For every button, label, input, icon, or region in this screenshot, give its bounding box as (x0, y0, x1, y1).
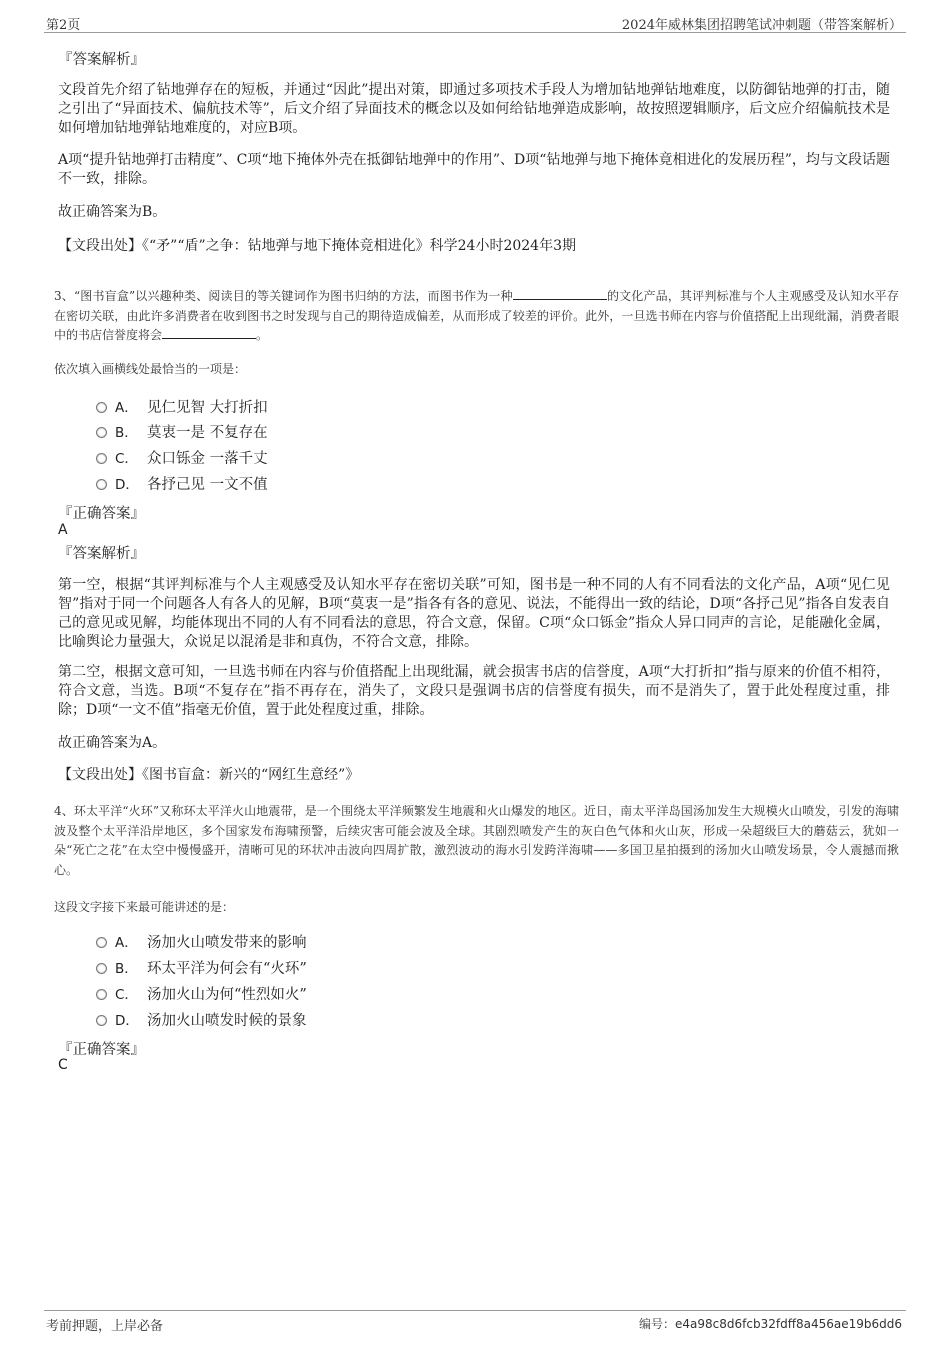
q2-analysis-p1: 文段首先介绍了钻地弹存在的短板，并通过“因此”提出对策，即通过多项技术手段人为增加钻地弹钻地难度，以防御钻地弹的打击，随之引出了“异面技术、偏航技术等”，后文介绍了异面技术的概念以及如何给钻地弹造成影响，故按照逻辑顺序，后文应介绍偏航技术是如何增加钻地弹钻地难度的，对应B项。 (58, 82, 890, 136)
option-text: 汤加火山喷发带来的影响 (147, 935, 307, 951)
radio-icon[interactable] (96, 1015, 107, 1026)
option-text: 汤加火山喷发时候的景象 (147, 1013, 307, 1029)
q3-blank-2 (162, 326, 256, 339)
q3-analysis-p3: 故正确答案为A。 (58, 735, 167, 751)
q3-blank-1 (513, 287, 607, 300)
radio-icon[interactable] (96, 402, 107, 413)
option-text: 各抒己见 一文不值 (147, 477, 268, 493)
option-letter: B． (115, 425, 138, 441)
q3-stem-part2: 的文化产品，其评判标准与个人主观感受及认知水平存在密切关联，由此许多消费者在收到图书之时发现与自己的期待造成偏差，从而形成了较差的评价。此外，一旦选书师在内容与价值搭配上出现纰漏，消费者眼中的书店信誉度将会 (54, 289, 899, 342)
page-footer (44, 1310, 906, 1334)
option-text: 汤加火山为何“性烈如火” (147, 987, 307, 1003)
q3-analysis-p2: 第二空，根据文意可知，一旦选书师在内容与价值搭配上出现纰漏，就会损害书店的信誉度，A项“大打折扣”指与原来的价值不相符，符合文意，当选。B项“不复存在”指不再存在，消失了，文段只是强调书店的信誉度有损失，而不是消失了，置于此处程度过重，排除；D项“一文不值”指毫无价值，置于此处程度过重，排除。 (58, 664, 890, 718)
q4-option-a[interactable] (96, 931, 307, 953)
q4-stem: 4、环太平洋“火环”又称环太平洋火山地震带，是一个围绕太平洋频繁发生地震和火山爆发的地区。近日，南太平洋岛国汤加发生大规模火山喷发，引发的海啸波及整个太平洋沿岸地区，多个国家发布海啸预警，后续灾害可能会波及全球。其剧烈喷发产生的灰白色气体和火山灰，形成一朵超级巨大的蘑菇云，犹如一朵“死亡之花”在太空中慢慢盛开，清晰可见的环状冲击波向四周扩散，激烈波动的海水引发跨洋海啸——多国卫星拍摄到的汤加火山喷发场景，令人震撼而揪心。 (54, 804, 899, 877)
option-letter: A． (115, 400, 138, 416)
q3-answer: A (58, 522, 68, 538)
q2-analysis-label: 『答案解析』 (58, 52, 145, 68)
q3-option-d[interactable] (96, 473, 268, 495)
option-letter: C． (115, 987, 138, 1003)
radio-icon[interactable] (96, 937, 107, 948)
footer-slogan: 考前押题，上岸必备 (46, 1319, 164, 1334)
q3-answer-label: 『正确答案』 (58, 506, 145, 522)
option-letter: B． (115, 961, 138, 977)
q4-option-b[interactable] (96, 957, 307, 979)
q4-option-c[interactable] (96, 983, 307, 1005)
option-text: 众口铄金 一落千丈 (147, 451, 268, 467)
q3-option-b[interactable] (96, 421, 268, 443)
q4-prompt: 这段文字接下来最可能讲述的是： (54, 900, 235, 914)
radio-icon[interactable] (96, 963, 107, 974)
q3-stem-part1: 3、“图书盲盒”以兴趣种类、阅读目的等关键词作为图书归纳的方法，而图书作为一种 (54, 289, 513, 303)
q3-analysis-label: 『答案解析』 (58, 546, 145, 562)
q3-stem-part3: 。 (256, 328, 269, 342)
page-header (44, 14, 906, 33)
q4-answer: C (58, 1057, 68, 1073)
option-text: 莫衷一是 不复存在 (147, 425, 268, 441)
q2-source: 【文段出处】《“矛”“盾”之争：钻地弹与地下掩体竞相进化》科学24小时2024年3期 (58, 238, 576, 254)
option-letter: C． (115, 451, 138, 467)
document-code: 编号：e4a98c8d6fcb32fdff8a456ae19b6dd6 (639, 1317, 902, 1331)
q3-stem (54, 287, 899, 346)
option-letter: D． (115, 1013, 139, 1029)
radio-icon[interactable] (96, 479, 107, 490)
q3-option-a[interactable] (96, 396, 268, 418)
option-letter: D． (115, 477, 139, 493)
q3-analysis-p1: 第一空，根据“其评判标准与个人主观感受及认知水平存在密切关联”可知，图书是一种不同的人有不同看法的文化产品，A项“见仁见智”指对于同一个问题各人有各人的见解，B项“莫衷一是”指各有各的意见、说法，不能得出一致的结论，D项“各抒己见”指各自发表自己的意见或见解，均能体现出不同的人有不同看法的意思，符合文意，保留。C项“众口铄金”指众人异口同声的言论，足能融化金属，比喻舆论力量强大，众说足以混淆是非和真伪，不符合文意，排除。 (58, 577, 890, 650)
radio-icon[interactable] (96, 989, 107, 1000)
q4-option-d[interactable] (96, 1009, 307, 1031)
radio-icon[interactable] (96, 427, 107, 438)
q4-answer-label: 『正确答案』 (58, 1042, 145, 1058)
q3-option-c[interactable] (96, 447, 268, 469)
q3-source: 【文段出处】《图书盲盒：新兴的“网红生意经”》 (58, 767, 360, 783)
q2-analysis-p3: 故正确答案为B。 (58, 204, 167, 220)
q3-prompt: 依次填入画横线处最恰当的一项是： (54, 362, 247, 376)
document-title: 2024年威林集团招聘笔试冲刺题（带答案解析） (621, 18, 902, 33)
q2-analysis-p2: A项“提升钻地弹打击精度”、C项“地下掩体外壳在抵御钻地弹中的作用”、D项“钻地弹与地下掩体竟相进化的发展历程”，均与文段话题不一致，排除。 (58, 152, 890, 187)
radio-icon[interactable] (96, 453, 107, 464)
option-text: 环太平洋为何会有“火环” (147, 961, 307, 977)
option-letter: A． (115, 935, 138, 951)
option-text: 见仁见智 大打折扣 (147, 400, 268, 416)
page-number: 第2页 (46, 18, 81, 33)
